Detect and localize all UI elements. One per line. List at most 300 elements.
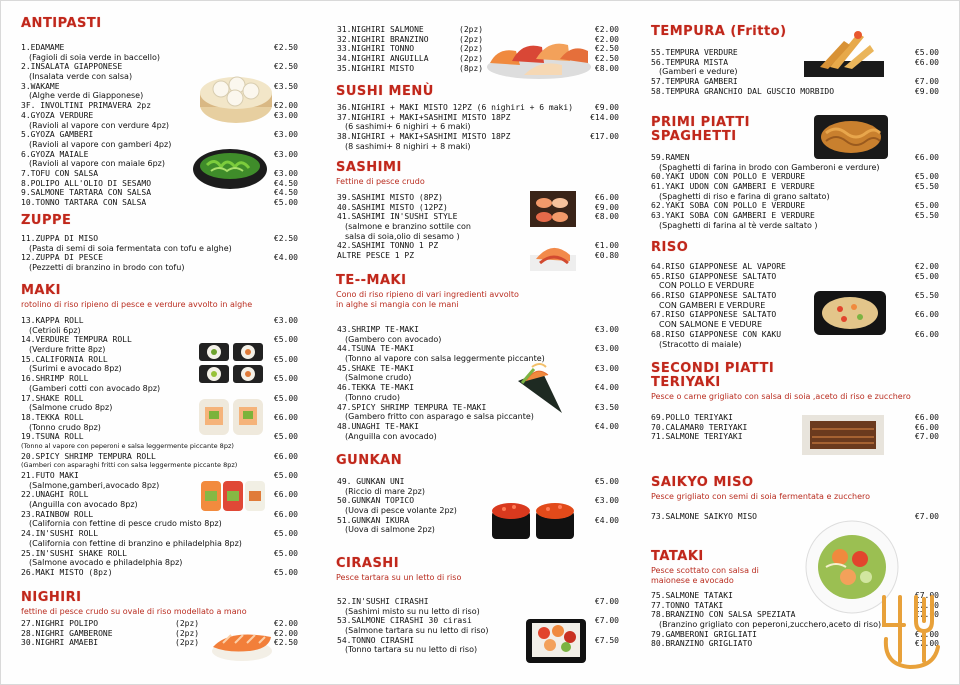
nighiri-platter-image — [484, 29, 594, 81]
menu-item — [1, 43, 315, 53]
menu-item-name: (Spaghetti di farina al tè verde saltato ) — [659, 220, 818, 230]
menu-item-price: €7.00 — [594, 597, 619, 606]
primi-title-1: PRIMI PIATTI — [651, 115, 750, 130]
tempura-plate-image — [800, 27, 888, 81]
menu-item — [1, 335, 315, 345]
temaki-list — [316, 325, 639, 441]
menu-item-name: 70.CALAMAR0 TERIYAKI — [651, 422, 748, 432]
tataki-subtitle-1: Pesce scottato con salsa di — [651, 566, 759, 575]
menu-item-name: 4.GYOZA VERDURE — [21, 110, 94, 120]
menu-item-price: €6.00 — [914, 413, 939, 422]
tataki-section — [640, 549, 959, 649]
menu-item — [640, 211, 959, 221]
menu-item-name: 17.SHAKE ROLL — [21, 393, 84, 403]
menu-item-description — [316, 412, 639, 422]
menu-item — [640, 330, 959, 340]
menu-item — [316, 364, 639, 374]
uramaki-image — [197, 395, 267, 439]
menu-item-description — [316, 335, 639, 345]
sashimi-list — [316, 193, 639, 261]
menu-item-name: 3F. INVOLTINI PRIMAVERA 2pz — [21, 101, 152, 111]
menu-item-price: €5.00 — [914, 271, 939, 281]
menu-item — [1, 316, 315, 326]
menu-item-name: 55.TEMPURA VERDURE — [651, 48, 738, 57]
menu-item-price: €5.00 — [273, 198, 298, 207]
menu-item-name: 50.GUNKAN TOPICO — [337, 496, 415, 506]
menu-item-price: €7.00 — [914, 77, 939, 87]
menu-item-price: €9.00 — [914, 86, 939, 96]
menu-item-name: (Tonno al vapore con salsa leggermente piccante) — [345, 354, 545, 364]
tempura-title: TEMPURA (Fritto) — [651, 24, 787, 39]
menu-item — [640, 201, 959, 211]
menu-item-price: €2.50 — [273, 43, 298, 52]
menu-item-name: (Salmone tartara su nu letto di riso) — [345, 626, 489, 636]
menu-item-name: 35.NIGHIRI MISTO — [337, 63, 415, 73]
menu-item-price: €3.00 — [273, 130, 298, 140]
secondi-title-2: TERIYAKI — [651, 375, 721, 390]
menu-item-price: €3.00 — [594, 344, 619, 354]
menu-item — [1, 529, 315, 539]
menu-item-name: 39.SASHIMI MISTO (8PZ) — [337, 193, 443, 202]
menu-item-quantity: (2pz) — [459, 34, 484, 44]
menu-item-name: 10.TONNO TARTARA CON SALSA — [21, 198, 147, 207]
menu-item-name: (Gamberi con asparaghi fritti con salsa leggermente piccante 8pz) — [21, 461, 238, 470]
menu-item-quantity: (2pz) — [175, 638, 200, 648]
menu-item-price: €7.00 — [914, 639, 939, 649]
menu-item-name: (California con fettine di pesce crudo misto 8pz) — [29, 519, 222, 529]
primi-title-2: SPAGHETTI — [651, 129, 737, 144]
menu-item-price: €7.00 — [914, 610, 939, 620]
menu-item-name: 79.GAMBERONI GRIGLIATI — [651, 629, 757, 639]
teriyaki-plate-image — [800, 409, 886, 459]
menu-item-description — [316, 645, 639, 655]
menu-item-name: 52.IN'SUSHI CIRASHI — [337, 597, 429, 606]
menu-item-name: (Gambero con avocado) — [345, 334, 442, 344]
menu-item-name: 66.RISO GIAPPONESE SALTATO — [651, 291, 777, 301]
menu-item-description — [640, 192, 959, 202]
menu-item-name: (Riccio di mare 2pz) — [345, 486, 425, 496]
primi-section — [640, 115, 959, 230]
antipasti-title: ANTIPASTI — [21, 16, 102, 31]
menu-item-name: (Branzino grigliato con peperoni,zucchero,aceto di riso) — [659, 620, 882, 630]
menu-item-description — [640, 320, 959, 330]
menu-item-name: 9.SALMONE TARTARA CON SALSA — [21, 188, 152, 198]
menu-item-name: (Spaghetti di farina in brodo con Gamberoni e verdure) — [659, 162, 880, 172]
secondi-subtitle: Pesce o carne grigliato con salsa di soia ,aceto di riso e zucchero — [651, 392, 911, 401]
tataki-title: TATAKI — [651, 549, 704, 564]
menu-item-price: €5.00 — [273, 335, 298, 345]
menu-item-quantity: (2pz) — [459, 25, 484, 34]
menu-item-price: €6.00 — [273, 412, 298, 422]
menu-item-price: €3.00 — [273, 149, 298, 159]
menu-item-name: 18.TEKKA ROLL — [21, 412, 84, 422]
menu-item-price: €5.00 — [273, 548, 298, 558]
menu-item-name: 65.RISO GIAPPONESE SALTATO — [651, 271, 777, 281]
menu-item — [316, 496, 639, 506]
menu-item-name: 69.POLLO TERIYAKI — [651, 413, 733, 422]
saikyo-subtitle: Pesce grigliato con semi di soia fermentata e zucchero — [651, 492, 871, 501]
menu-item — [316, 636, 639, 646]
menu-item-price: €6.00 — [594, 193, 619, 202]
menu-item-name: (Uova di salmone 2pz) — [345, 525, 435, 535]
secondi-section — [640, 361, 959, 442]
menu-item-description — [1, 326, 315, 336]
menu-item-name: 12.ZUPPA DI PESCE — [21, 253, 103, 263]
menu-item-description — [1, 345, 315, 355]
menu-item-price: €4.00 — [594, 383, 619, 393]
menu-item-name: 25.IN'SUSHI SHAKE ROLL — [21, 548, 127, 558]
menu-item-price: €5.00 — [273, 529, 298, 539]
gunkan-section — [316, 453, 639, 535]
tataki-subtitle-2: maionese e avocado — [651, 576, 734, 585]
menu-item-price: €14.00 — [590, 112, 619, 122]
menu-item-name: CON SALMONE E VEDURE — [659, 320, 763, 330]
menu-item-description — [316, 354, 639, 364]
menu-item — [1, 413, 315, 423]
menu-item-description — [1, 461, 315, 471]
menu-item-name: 48.UNAGHI TE-MAKI — [337, 421, 419, 431]
menu-item — [640, 153, 959, 163]
menu-item-price: €6.00 — [273, 490, 298, 500]
menu-item-price: €8.00 — [594, 63, 619, 73]
menu-item-name: (Insalata verde con salsa) — [29, 72, 133, 82]
menu-item-name: 6.GYOZA MAIALE — [21, 149, 89, 159]
menu-item-name: 2.INSALATA GIAPPONESE — [21, 62, 123, 72]
menu-item — [640, 87, 959, 97]
menu-item-quantity: (2pz) — [175, 619, 200, 628]
menu-item-name: (6 sashimi+ 6 nighiri + 6 maki) — [345, 122, 471, 132]
sashimi-section — [316, 160, 639, 261]
menu-item — [316, 383, 639, 393]
menu-item-name: (Tonno tartara su nu letto di riso) — [345, 645, 478, 655]
menu-item-name: 47.SPICY SHRIMP TEMPURA TE-MAKI — [337, 402, 487, 412]
maki-title: MAKI — [21, 283, 61, 298]
riso-title: RISO — [651, 240, 689, 255]
antipasti-section — [1, 16, 315, 207]
menu-item-name: 24.IN'SUSHI ROLL — [21, 529, 99, 539]
menu-item-description — [640, 163, 959, 173]
menu-item-price: €5.00 — [273, 471, 298, 480]
saikyo-list — [640, 512, 959, 522]
menu-item-price: €2.00 — [594, 34, 619, 44]
sashimi-title: SASHIMI — [336, 160, 402, 175]
temaki-section — [316, 273, 639, 441]
menu-item-description — [1, 53, 315, 63]
menu-item-price: €7.00 — [914, 600, 939, 610]
menu-column-right — [640, 1, 959, 684]
menu-item-name: 45.SHAKE TE-MAKI — [337, 363, 415, 373]
riso-section — [640, 240, 959, 349]
menu-item-description — [1, 384, 315, 394]
menu-item-name: 11.ZUPPA DI MISO — [21, 234, 99, 243]
menu-item-description — [316, 506, 639, 516]
sashimi-small-plate-image — [528, 237, 578, 273]
menu-item-name: (Ravioli al vapore con verdure 4pz) — [29, 120, 170, 130]
menu-item-name: salsa di soia,olio di sesamo ) — [345, 231, 460, 241]
menu-item-name: 54.TONNO CIRASHI — [337, 635, 415, 645]
menu-item-description — [316, 222, 639, 232]
menu-item-name: 61.YAKI UDON CON GAMBERI E VERDURE — [651, 182, 815, 192]
menu-item-name: (Cetrioli 6pz) — [29, 325, 81, 335]
nighiri-title: NIGHIRI — [21, 590, 82, 605]
menu-item-description — [1, 519, 315, 529]
menu-item-name: 73.SALMONE SAIKYO MISO — [651, 512, 757, 521]
menu-item-name: 68.RISO GIAPPONESE CON KAKU — [651, 329, 782, 339]
menu-item-name: 71.SALMONE TERIYAKI — [651, 432, 743, 442]
menu-item — [316, 616, 639, 626]
menu-item-price: €9.00 — [594, 103, 619, 112]
menu-item-price: €6.00 — [914, 329, 939, 339]
menu-item-price: €3.00 — [273, 168, 298, 178]
menu-item-name: (Gamberi cotti con avocado 8pz) — [29, 383, 161, 393]
menu-item — [640, 182, 959, 192]
secondi-title-1: SECONDI PIATTI — [651, 361, 775, 376]
menu-item-quantity: (2pz) — [459, 54, 484, 64]
fried-rice-image — [812, 289, 888, 337]
menu-item-price: €6.00 — [273, 509, 298, 519]
menu-item-description — [316, 373, 639, 383]
zuppe-title: ZUPPE — [21, 213, 72, 228]
cirashi-subtitle: Pesce tartara su un letto di riso — [336, 573, 462, 582]
menu-item-name: (Alghe verde di Giapponese) — [29, 91, 144, 101]
menu-item-description — [640, 301, 959, 311]
menu-item-price: €5.00 — [594, 477, 619, 486]
wakame-bowl-image — [191, 147, 269, 191]
menu-item-name: 60.YAKI UDON CON POLLO E VERDURE — [651, 172, 806, 182]
menu-item-name: (Anguilla con avocado 8pz) — [29, 500, 138, 510]
menu-item-price: €3.00 — [273, 110, 298, 120]
menu-item-price: €7.00 — [914, 591, 939, 600]
menu-item-name: 67.RISO GIAPPONESE SALTATO — [651, 310, 777, 320]
menu-item — [316, 193, 639, 203]
menu-item-name: (Sashimi misto su nu letto di riso) — [345, 606, 480, 616]
gunkan-title: GUNKAN — [336, 453, 403, 468]
menu-item-name: CON POLLO E VERDURE — [659, 281, 755, 291]
sashimi-plate-image — [528, 189, 578, 229]
menu-item — [1, 549, 315, 559]
menu-item-price: €4.00 — [594, 421, 619, 431]
menu-item-name: (Salmone crudo) — [345, 373, 412, 383]
cirashi-list — [316, 597, 639, 655]
menu-item-name: (Surimi e avocado 8pz) — [29, 364, 122, 374]
menu-item-name: CON GAMBERI E VERDURE — [659, 300, 766, 310]
menu-item-name: 49. GUNKAN UNI — [337, 477, 405, 486]
menu-item-description — [316, 122, 639, 132]
menu-item — [316, 597, 639, 607]
menu-item-name: (Verdure fritte 8pz) — [29, 345, 106, 355]
menu-item-name: (Tonno al vapore con peperoni e salsa leggermente piccante 8pz) — [21, 441, 234, 450]
menu-item-price: €2.50 — [273, 62, 298, 72]
menu-item-price: €7.50 — [594, 635, 619, 645]
menu-item-name: (Uova di pesce volante 2pz) — [345, 506, 457, 516]
menu-item — [640, 291, 959, 301]
menu-item — [316, 212, 639, 222]
rainbow-roll-image — [199, 475, 269, 515]
menu-item-description — [640, 340, 959, 350]
menu-item — [640, 262, 959, 272]
menu-item-price: €5.50 — [914, 182, 939, 192]
menu-item-description — [316, 487, 639, 497]
menu-item-name: 40.SASHIMI MISTO (12PZ) — [337, 202, 448, 212]
menu-item-name: 41.SASHIMI IN'SUSHI STYLE — [337, 212, 458, 222]
menu-item-name: 34.NIGHIRI ANGUILLA — [337, 54, 429, 64]
menu-item-name: 8.POLIPO ALL'OLIO DI SESAMO — [21, 178, 152, 188]
menu-item-name: 16.SHRIMP ROLL — [21, 374, 89, 384]
menu-item-price: €5.00 — [914, 172, 939, 182]
menu-item — [1, 234, 315, 244]
menu-item-name: 33.NIGHIRI TONNO — [337, 44, 415, 54]
temaki-subtitle-1: Cono di riso ripieno di vari ingredienti avvolto — [336, 290, 519, 299]
menu-item-name: (Fagioli di soia verde in baccello) — [29, 52, 160, 62]
menu-item-description — [1, 403, 315, 413]
menu-item-description — [1, 442, 315, 452]
menu-item-price: €0.80 — [594, 251, 619, 261]
menu-item-description — [1, 558, 315, 568]
menu-item-name: ALTRE PESCE 1 PZ — [337, 251, 415, 261]
riso-list — [640, 262, 959, 349]
menu-item-price: €4.00 — [594, 515, 619, 525]
sashimi-subtitle: Fettine di pesce crudo — [336, 177, 425, 186]
menu-item-price: €6.00 — [914, 422, 939, 432]
menu-item — [640, 272, 959, 282]
dumplings-steamer-image — [197, 65, 275, 127]
menu-item-name: 57.TEMPURA GAMBERI — [651, 77, 738, 87]
menu-item-name: 20.SPICY SHRIMP TEMPURA ROLL — [21, 451, 156, 461]
menu-item-name: 27.NIGHRI POLIPO — [21, 619, 99, 628]
menu-item-price: €4.00 — [273, 253, 298, 263]
menu-item-name: 77.TONNO TATAKI — [651, 600, 724, 610]
menu-item-price: €3.00 — [273, 316, 298, 325]
menu-item-name: 56.TEMPURA MISTA — [651, 57, 729, 67]
menu-item — [316, 516, 639, 526]
menu-item — [1, 452, 315, 462]
menu-item — [1, 355, 315, 365]
menu-item-price: €6.00 — [273, 451, 298, 461]
zuppe-list — [1, 234, 315, 273]
menu-item-price: €3.00 — [594, 363, 619, 373]
menu-item — [640, 310, 959, 320]
cirashi-title: CIRASHI — [336, 556, 400, 571]
menu-item-name: (Pezzetti di branzino in brodo con tofu) — [29, 263, 185, 273]
menu-item-price: €3.00 — [594, 496, 619, 506]
menu-item — [316, 132, 639, 142]
menu-item-name: 51.GUNKAN IKURA — [337, 515, 410, 525]
menu-item-name: 15.CALIFORNIA ROLL — [21, 354, 108, 364]
menu-item-price: €3.50 — [273, 81, 298, 91]
primi-list — [640, 153, 959, 231]
menu-item-description — [1, 539, 315, 549]
menu-item-price: €9.00 — [594, 202, 619, 212]
menu-item-description — [316, 232, 639, 242]
menu-item-price: €4.50 — [273, 178, 298, 188]
menu-item-price: €2.00 — [594, 25, 619, 34]
menu-item — [1, 374, 315, 384]
gunkan-list — [316, 477, 639, 535]
menu-item-description — [1, 423, 315, 433]
menu-item — [1, 394, 315, 404]
menu-item-price: €6.00 — [914, 153, 939, 162]
menu-item-name: 43.SHRIMP TE-MAKI — [337, 325, 419, 334]
menu-item-name: 75.SALMONE TATAKI — [651, 591, 733, 600]
menu-item — [316, 422, 639, 432]
menu-item-price: €5.50 — [914, 211, 939, 221]
menu-item-name: 62.YAKI SOBA CON POLLO E VERDURE — [651, 201, 806, 211]
menu-item — [316, 325, 639, 335]
noodles-plate-image — [812, 113, 890, 161]
menu-item-price: €6.00 — [914, 57, 939, 67]
menu-item-name: (Tonno crudo 8pz) — [29, 422, 101, 432]
menu-item — [316, 103, 639, 113]
menu-column-left — [1, 1, 315, 684]
menu-item — [316, 344, 639, 354]
menu-item-name: (salmone e branzino sottile con — [345, 222, 471, 232]
menu-item-price: €5.00 — [273, 567, 298, 577]
menu-item-price: €2.50 — [594, 54, 619, 64]
menu-item-name: 23.RAINBOW ROLL — [21, 509, 94, 519]
menu-item — [316, 113, 639, 123]
gunkan-image — [488, 495, 578, 543]
menu-item-price: €1.00 — [594, 241, 619, 251]
menu-item — [316, 251, 639, 261]
menu-item — [316, 477, 639, 487]
menu-item-price: €4.50 — [273, 188, 298, 198]
menu-item-price: €2.50 — [273, 638, 298, 648]
menu-item-name: 1.EDAMAME — [21, 43, 65, 52]
menu-item-name: (Salmone avocado e philadelphia 8pz) — [29, 558, 183, 568]
menu-item-name: (Anguilla con avocado) — [345, 431, 437, 441]
menu-item-description — [1, 244, 315, 254]
menu-item-price: €2.00 — [914, 262, 939, 271]
menu-item-price: €5.50 — [914, 291, 939, 301]
menu-item-name: (Gamberi e vedure) — [659, 67, 738, 77]
menu-item-name: 13.KAPPA ROLL — [21, 316, 84, 325]
zuppe-section — [1, 213, 315, 273]
menu-item-name: 59.RAMEN — [651, 153, 690, 162]
menu-item-name: 22.UNAGHI ROLL — [21, 490, 89, 500]
menu-item-price: €5.00 — [273, 393, 298, 403]
menu-item-description — [316, 432, 639, 442]
sushi-menu-list — [316, 103, 639, 151]
menu-item-name: 78.BRANZINO CON SALSA SPEZIATA — [651, 610, 796, 620]
menu-item-name: 19.TSUNA ROLL — [21, 432, 84, 442]
menu-item-quantity: (2pz) — [459, 44, 484, 54]
menu-item-price: €5.00 — [273, 432, 298, 442]
menu-item-price: €7.00 — [914, 432, 939, 442]
menu-item-description — [640, 281, 959, 291]
menu-item-price: €8.00 — [594, 212, 619, 222]
menu-item-name: (Salmone,gamberi,avocado 8pz) — [29, 480, 160, 490]
menu-item — [640, 172, 959, 182]
menu-item-price: €5.00 — [914, 48, 939, 57]
menu-item — [1, 432, 315, 442]
menu-item-price: €5.00 — [273, 374, 298, 384]
menu-item-name: 31.NIGHIRI SALMONE — [337, 25, 424, 34]
menu-item-description — [316, 607, 639, 617]
saikyo-title: SAIKYO MISO — [651, 475, 754, 490]
menu-item-quantity: (2pz) — [175, 628, 200, 638]
menu-item-name: 21.FUTO MAKI — [21, 471, 79, 480]
menu-item-price: €7.00 — [914, 629, 939, 639]
menu-item-description — [316, 525, 639, 535]
maki-rolls-image — [197, 341, 267, 387]
menu-item-name: (Pasta di semi di soia fermentata con tofu e alghe) — [29, 243, 232, 253]
menu-item — [640, 512, 959, 522]
menu-item-name: (Stracotto di maiale) — [659, 339, 742, 349]
maki-list — [1, 316, 315, 578]
menu-item-name: 37.NIGHIRI + MAKI+SASHIMI MISTO 18PZ — [337, 112, 511, 122]
menu-item-description — [1, 364, 315, 374]
maki-subtitle: rotolino di riso ripieno di pesce e verdure avvolto in alghe — [21, 300, 253, 309]
